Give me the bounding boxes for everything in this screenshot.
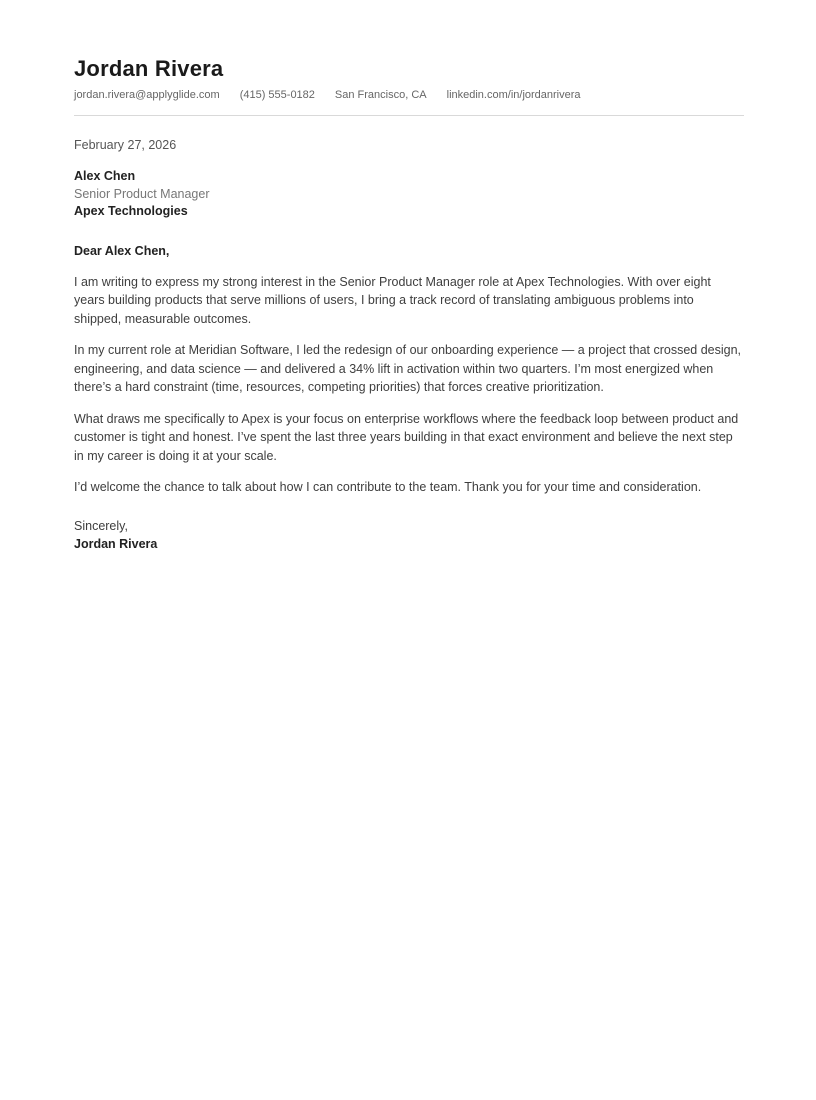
body-paragraph-4: I’d welcome the chance to talk about how I can contribute to the team. Thank you for your time and consideration. [74,480,702,494]
contact-row [74,89,744,102]
salutation: Dear Alex Chen, [74,243,170,258]
closing-block [74,517,744,554]
contact-location: San Francisco, CA [334,89,427,101]
recipient-company: Apex Technologies [74,204,188,218]
recipient-title: Senior Product Manager [74,186,210,201]
body-paragraph-3: What draws me specifically to Apex is your focus on enterprise workflows where the feedback loop between product and customer is tight and honest. I’ve spent the last three years building in that exact environment and believe the next step in my career is doing it at your scale. [74,411,739,463]
recipient-name: Alex Chen [74,169,136,183]
closing-text: Sincerely, [74,518,128,533]
contact-phone: (415) 555-0182 [239,89,315,101]
contact-linkedin: linkedin.com/in/jordanrivera [446,89,581,101]
recipient-block [74,168,744,221]
signature-name: Jordan Rivera [74,537,158,551]
body-paragraph-2: In my current role at Meridian Software, I led the redesign of our onboarding experience — a project that crossed design, engineering, and data science — and delivered a 34% lift in activation within two quarters. I’m most energized when there’s a hard constraint (time, resources, competing priorities) that forces creative prioritization. [74,343,742,394]
letter-date: February 27, 2026 [74,138,177,152]
sender-name-heading: Jordan Rivera [74,56,224,81]
header-divider [74,115,744,116]
body-paragraph-1: I am writing to express my strong interest in the Senior Product Manager role at Apex Technologies. With over eight years building products that serve millions of users, I bring a track record of translating ambiguous problems into shipped, measurable outcomes. [74,274,711,326]
contact-email: jordan.rivera@applyglide.com [74,89,220,101]
